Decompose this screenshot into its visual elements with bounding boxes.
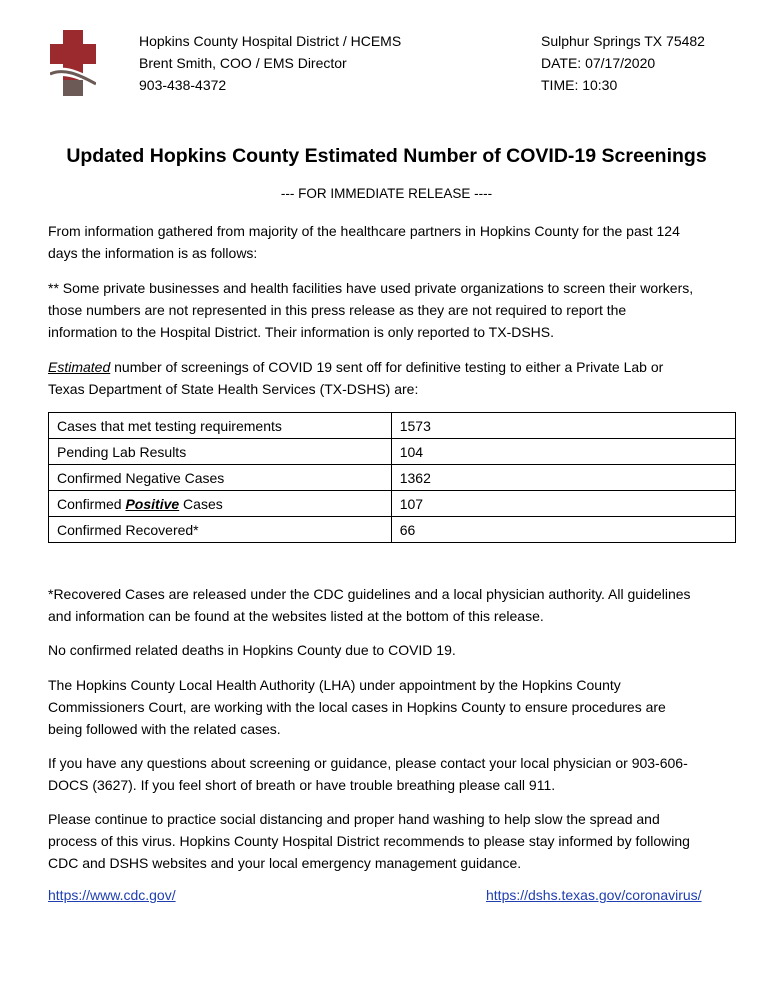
- release-notice: --- FOR IMMEDIATE RELEASE ----: [280, 186, 493, 201]
- recovered-line: and information can be found at the websites listed at the bottom of this release.: [48, 608, 544, 624]
- header-meta: [541, 30, 705, 96]
- note-line: those numbers are not represented in this press release as they are not required to report the: [48, 302, 627, 318]
- distancing-paragraph: [48, 808, 764, 874]
- note-line: ** Some private businesses and health facilities have used private organizations to screen their workers,: [48, 280, 694, 296]
- row-value: 104: [391, 439, 735, 465]
- lha-line: being followed with the related cases.: [48, 721, 281, 737]
- intro-paragraph: [48, 220, 764, 264]
- estimated-line-2: Texas Department of State Health Services (TX-DSHS) are:: [48, 381, 419, 397]
- logo-cross-icon: [50, 30, 96, 96]
- row-value: 66: [391, 517, 735, 543]
- distancing-line: process of this virus. Hopkins County Hospital District recommends to please stay informed by following: [48, 833, 690, 849]
- estimated-line-rest: number of screenings of COVID 19 sent off for definitive testing to either a Private Lab or: [110, 359, 664, 375]
- header-time: TIME: 10:30: [541, 77, 618, 93]
- screening-stats-table: [48, 412, 736, 543]
- page-title: Updated Hopkins County Estimated Number of COVID-19 Screenings: [66, 145, 707, 167]
- lha-line: The Hopkins County Local Health Authority (LHA) under appointment by the Hopkins County: [48, 677, 621, 693]
- row-label: [49, 491, 392, 517]
- intro-line: From information gathered from majority of the healthcare partners in Hopkins County for the past 124: [48, 223, 680, 239]
- header-date: DATE: 07/17/2020: [541, 55, 656, 71]
- header-phone: 903-438-4372: [139, 77, 227, 93]
- table-row: [49, 465, 736, 491]
- note-line: information to the Hospital District. Their information is only reported to TX-DSHS.: [48, 324, 555, 340]
- lha-line: Commissioners Court, are working with the local cases in Hopkins County to ensure procedures are: [48, 699, 666, 715]
- questions-paragraph: [48, 752, 764, 796]
- deaths-line: No confirmed related deaths in Hopkins County due to COVID 19.: [48, 642, 456, 658]
- cdc-link[interactable]: https://www.cdc.gov/: [48, 887, 176, 903]
- recovered-note: [48, 583, 764, 627]
- table-row: [49, 491, 736, 517]
- positive-emphasis: Positive: [125, 495, 180, 512]
- distancing-line: Please continue to practice social distancing and proper hand washing to help slow the spread and: [48, 811, 660, 827]
- row-value: 1362: [391, 465, 735, 491]
- row-label: Confirmed Negative Cases: [49, 465, 392, 491]
- questions-line: If you have any questions about screening or guidance, please contact your local physician or 903-606-: [48, 755, 688, 771]
- row-value: 107: [391, 491, 735, 517]
- row-label: Pending Lab Results: [49, 439, 392, 465]
- row-label: Confirmed Recovered*: [49, 517, 392, 543]
- table-row: [49, 413, 736, 439]
- dshs-link[interactable]: https://dshs.texas.gov/coronavirus/: [486, 887, 702, 903]
- hospital-logo: [50, 30, 96, 96]
- row-value: 1573: [391, 413, 735, 439]
- recovered-line: *Recovered Cases are released under the CDC guidelines and a local physician authority. All guidelines: [48, 586, 691, 602]
- header-contact: [139, 30, 401, 96]
- private-screening-note: [48, 277, 764, 343]
- distancing-line: CDC and DSHS websites and your local emergency management guidance.: [48, 855, 522, 871]
- lha-paragraph: [48, 674, 764, 740]
- row-label: Cases that met testing requirements: [49, 413, 392, 439]
- header-organization: Hopkins County Hospital District / HCEMS: [139, 33, 402, 49]
- header-location: Sulphur Springs TX 75482: [541, 33, 705, 49]
- row-label-pre: Confirmed: [57, 495, 126, 512]
- estimated-emphasis: Estimated: [48, 359, 111, 375]
- row-label-post: Cases: [179, 495, 223, 512]
- table-row: [49, 517, 736, 543]
- estimated-paragraph: [48, 356, 764, 400]
- header-contact-person: Brent Smith, COO / EMS Director: [139, 55, 347, 71]
- table-row: [49, 439, 736, 465]
- deaths-statement: [48, 639, 764, 661]
- intro-line: days the information is as follows:: [48, 245, 258, 261]
- estimated-line: [48, 356, 764, 378]
- questions-line: DOCS (3627). If you feel short of breath or have trouble breathing please call 911.: [48, 777, 556, 793]
